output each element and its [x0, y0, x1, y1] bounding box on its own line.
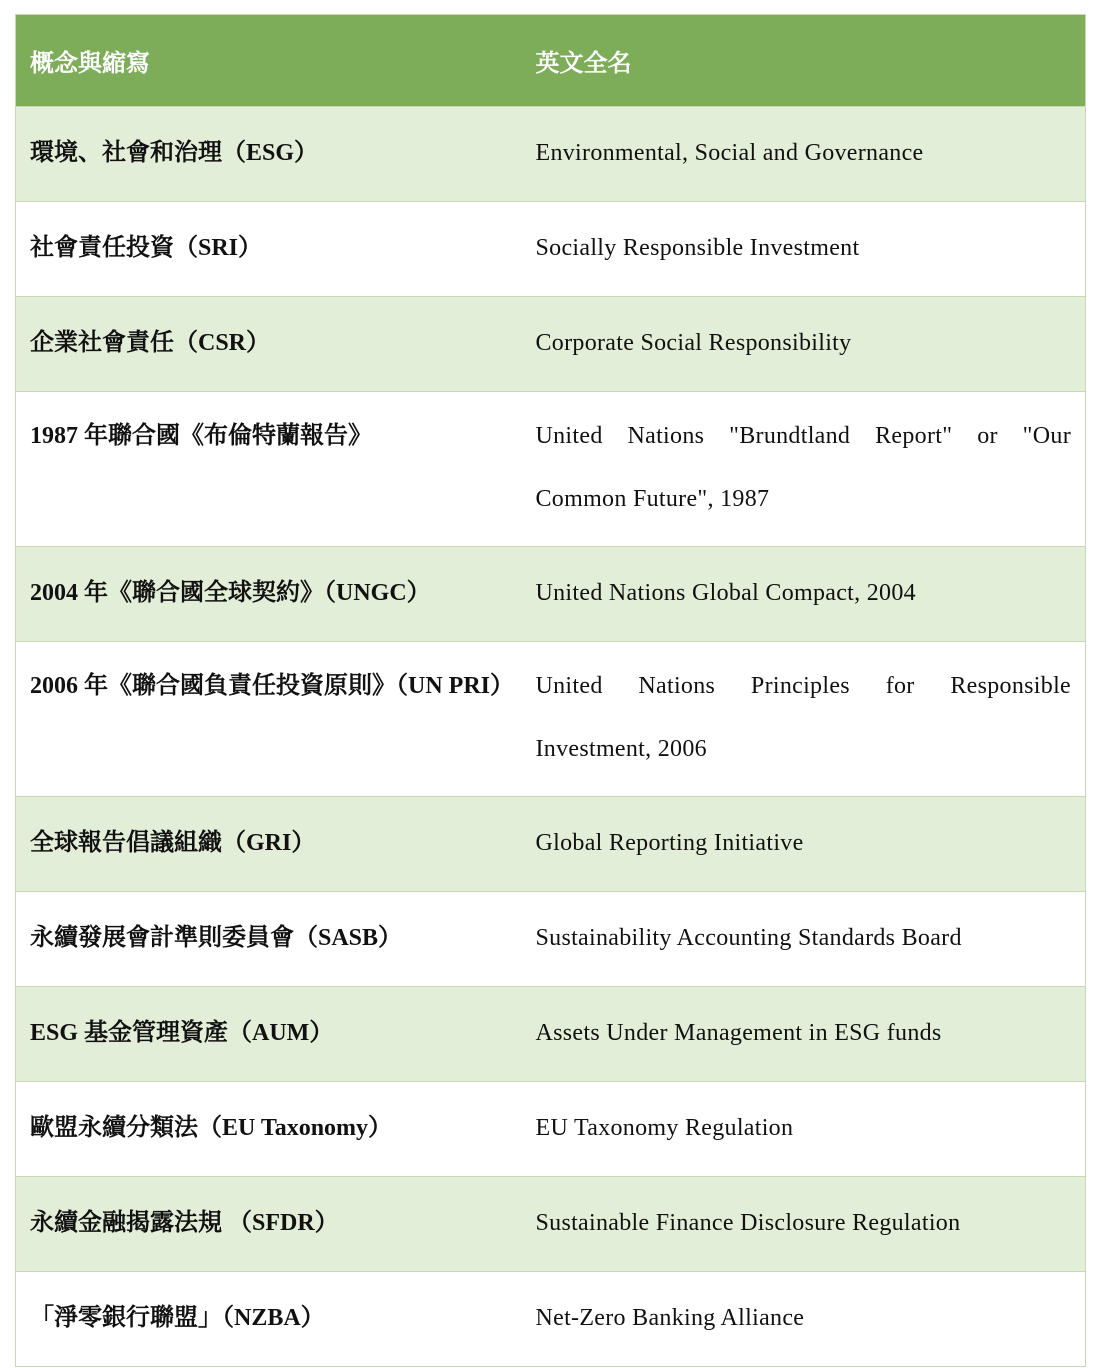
concept-cell: 1987 年聯合國《布倫特蘭報告》 [16, 392, 522, 547]
concept-cell: 永續金融揭露法規 （SFDR） [16, 1177, 522, 1272]
concept-cell: 社會責任投資（SRI） [16, 202, 522, 297]
glossary-table [15, 14, 1086, 1367]
table-row [16, 297, 1086, 392]
table-row [16, 547, 1086, 642]
table-row [16, 1082, 1086, 1177]
table-row [16, 797, 1086, 892]
english-name-cell: Sustainable Finance Disclosure Regulation [522, 1177, 1086, 1272]
concept-cell: 2006 年《聯合國負責任投資原則》（UN PRI） [16, 642, 522, 797]
table-body [16, 107, 1086, 1367]
header-row [16, 15, 1086, 107]
table-row [16, 987, 1086, 1082]
english-name-cell: EU Taxonomy Regulation [522, 1082, 1086, 1177]
table-row [16, 392, 1086, 547]
concept-cell: 全球報告倡議組織（GRI） [16, 797, 522, 892]
english-name-cell: Assets Under Management in ESG funds [522, 987, 1086, 1082]
table-row [16, 107, 1086, 202]
table-row [16, 1177, 1086, 1272]
concept-cell: 「淨零銀行聯盟」（NZBA） [16, 1272, 522, 1367]
english-name-cell: United Nations Principles for Responsible Investment, 2006 [522, 642, 1086, 797]
table-row [16, 1272, 1086, 1367]
table-row [16, 642, 1086, 797]
english-name-cell: Global Reporting Initiative [522, 797, 1086, 892]
english-name-cell: Sustainability Accounting Standards Board [522, 892, 1086, 987]
header-concept: 概念與縮寫 [16, 15, 522, 107]
concept-cell: 永續發展會計準則委員會（SASB） [16, 892, 522, 987]
glossary-table-container [15, 14, 1085, 1367]
header-english-name: 英文全名 [522, 15, 1086, 107]
concept-cell: ESG 基金管理資產（AUM） [16, 987, 522, 1082]
english-name-cell: Corporate Social Responsibility [522, 297, 1086, 392]
english-name-cell: Environmental, Social and Governance [522, 107, 1086, 202]
concept-cell: 2004 年《聯合國全球契約》（UNGC） [16, 547, 522, 642]
table-header [16, 15, 1086, 107]
english-name-cell: United Nations Global Compact, 2004 [522, 547, 1086, 642]
table-row [16, 202, 1086, 297]
concept-cell: 企業社會責任（CSR） [16, 297, 522, 392]
concept-cell: 環境、社會和治理（ESG） [16, 107, 522, 202]
english-name-cell: United Nations "Brundtland Report" or "Our Common Future", 1987 [522, 392, 1086, 547]
english-name-cell: Net-Zero Banking Alliance [522, 1272, 1086, 1367]
concept-cell: 歐盟永續分類法（EU Taxonomy） [16, 1082, 522, 1177]
english-name-cell: Socially Responsible Investment [522, 202, 1086, 297]
table-row [16, 892, 1086, 987]
